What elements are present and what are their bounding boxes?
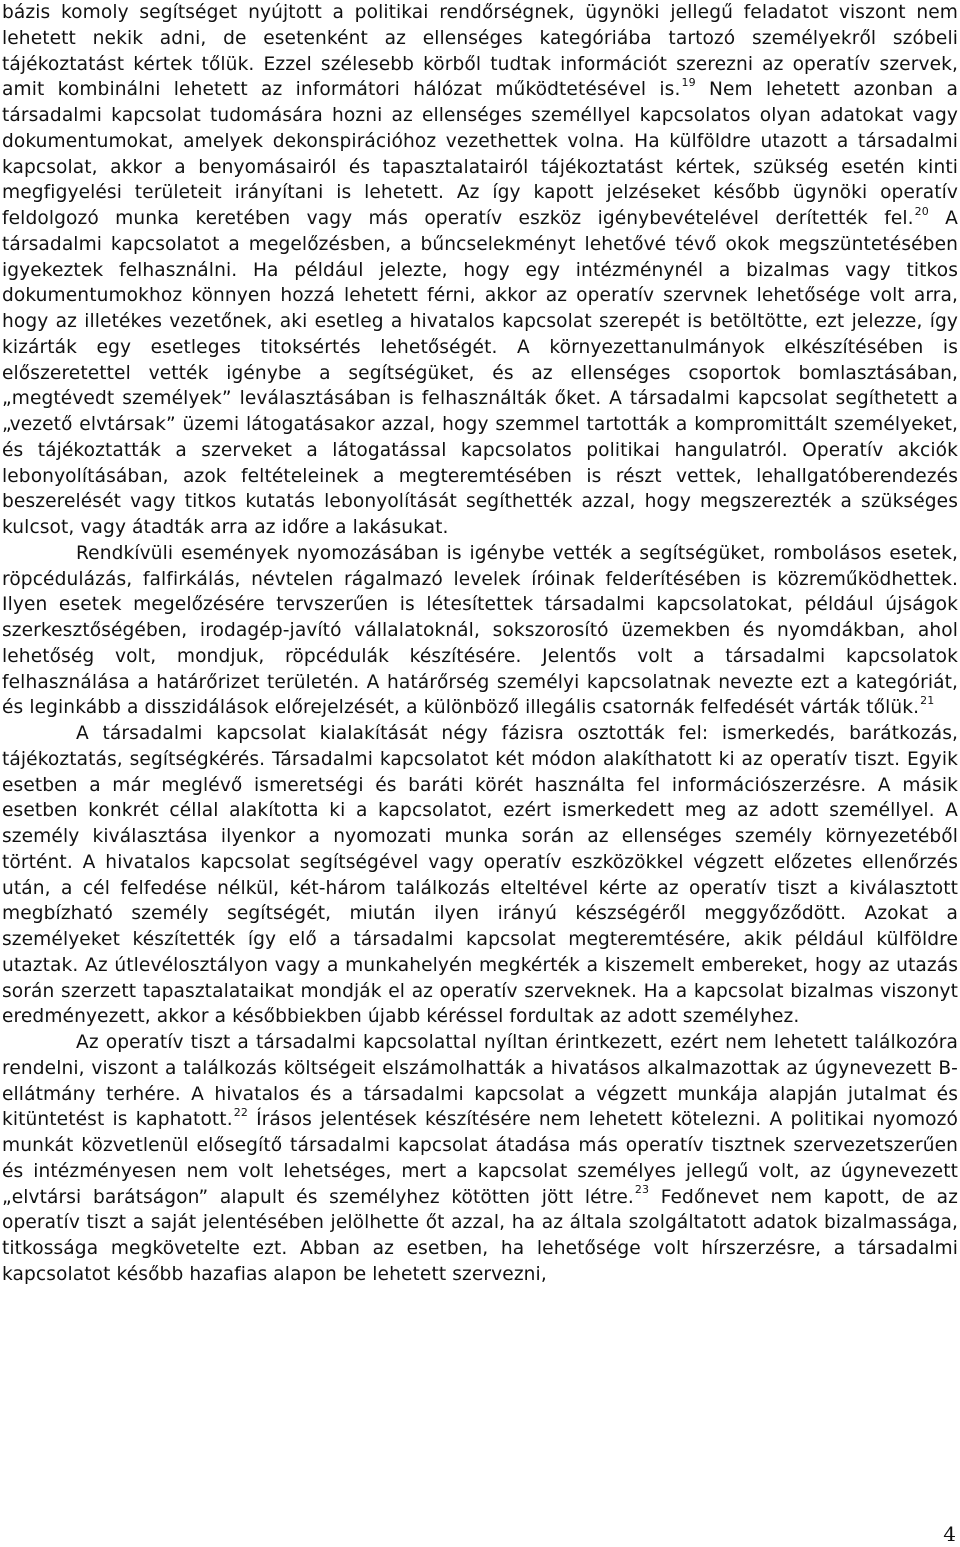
footnote-reference: 19: [681, 76, 696, 90]
footnote-reference: 22: [233, 1106, 248, 1120]
paragraph-text: bázis komoly segítséget nyújtott a politikai rendőrségnek, ügynöki jellegű feladatot viszont nem lehetett nekik adni, de esetenként az ellenséges kategóriába tartozó személyekről szóbeli tájékoztatást kértek tőlük. Ezzel szélesebb körből tudtak információt szerezni az operatív szervek, amit kombinálni lehetett az informátori hálózat működtetésével is.: [2, 2, 958, 101]
paragraph: [2, 541, 958, 721]
paragraph-text: Az operatív tiszt a társadalmi kapcsolattal nyíltan érintkezett, ezért nem lehetett találkozóra rendelni, viszont a találkozás költségeit elszámolhatták a hivatásos alkalmazottak az úgynevezett B-ellátmány terhére. A hivatalos és a társadalmi kapcsolat a végzett munkája alapján jutalmat és kitüntetést is kaphatott.: [2, 1032, 958, 1131]
paragraph-text: Rendkívüli események nyomozásában is igénybe vették a segítségüket, rombolásos esetek, röpcédulázás, falfirkálás, névtelen rágalmazó levelek íróinak felderítésében is közreműködhettek. Ilyen esetek megelőzésére tervszerűen is létesítettek társadalmi kapcsolatokat, például újságok szerkesztőségében, irodagép-javító vállalatoknál, sokszorosító üzemekben és nyomdákban, ahol lehetőség volt, mondjuk, röpcédulák készítésére. Jelentős volt a társadalmi kapcsolatok felhasználása a határőrizet területén. A határőrség személyi kapcsolatnak nevezte ezt a kategóriát, és leginkább a disszidálások előrejelzését, a különböző illegális csatornák felfedését várták tőlük.: [2, 542, 958, 719]
paragraph-text: Nem lehetett azonban a társadalmi kapcsolat tudomására hozni az ellenséges személlyel kapcsolatos olyan adatokat vagy dokumentumokat, amelyek dekonspirációhoz vezethettek volna. Ha külföldre utazott a társadalmi kapcsolat, akkor a benyomásairól és tapasztalatairól tájékoztatást kértek, szükség esetén kinti megfigyelési területeit irányítani is lehetett. Az így kapott jelzéseket később ügynöki operatív feldolgozó munka keretében vagy más operatív eszköz igénybevételével derítették fel.: [2, 79, 958, 229]
page-number: 4: [943, 1522, 956, 1546]
paragraph: [2, 721, 958, 1030]
paragraph: [2, 1030, 958, 1288]
paragraph: [2, 0, 958, 541]
footnote-reference: 23: [634, 1183, 650, 1197]
paragraph-text: Fedőnevet nem kapott, de az operatív tiszt a saját jelentésében jelölhette őt azzal, ha az általa szolgáltatott adatok bizalmassága, titkossága megkövetelte ezt. Abban az esetben, ha lehetősége volt hírszerzésre, a társadalmi kapcsolatot később hazafias alapon be lehetett szervezni,: [2, 1186, 959, 1285]
paragraph-text: A társadalmi kapcsolat kialakítását négy fázisra osztották fel: ismerkedés, barátkozás, tájékoztatás, segítségkérés. Társadalmi kapcsolatot két módon alakíthatott ki az operatív tiszt. Egyik esetben a már meglévő ismeretségi és baráti körét használta fel információszerzésre. A másik esetben konkrét céllal alakította ki a kapcsolatot, ezért ismerkedett meg az adott személlyel. A személy kiválasztása ilyenkor a nyomozati munka során az ellenséges személy környezetéből történt. A hivatalos kapcsolat segítségével vagy operatív eszközökkel végzett előzetes ellenőrzés után, a cél felfedése nélkül, két-három találkozás elteltével kérte az operatív tiszt a kiválasztott megbízható személy segítségét, miután ilyen irányú készségéről meggyőződött. Azokat a személyeket készítették így elő a társadalmi kapcsolat megteremtésére, akik például külföldre utaztak. Az útlevélosztályon vagy a munkahelyén megkérték a kiszemelt embereket, hogy az utazás során szerzett tapasztalataikat mondják el az operatív szerveknek. Ha a kapcsolat bizalmas viszonyt eredményezett, akkor a későbbiekben újabb kéréssel fordultak az adott személyhez.: [2, 723, 958, 1028]
footnote-reference: 20: [914, 204, 929, 218]
footnote-reference: 21: [920, 694, 935, 708]
paragraph-text: A társadalmi kapcsolatot a megelőzésben, a bűncselekményt lehetővé tévő okok megszüntetésében igyekeztek felhasználni. Ha például jelezte, hogy egy intézménynél a bizalmas vagy titkos dokumentumokhoz könnyen hozzá lehetett férni, akkor az operatív szervnek lehetősége volt arra, hogy az illetékes vezetőnek, aki esetleg a hivatalos kapcsolat szerepét is betöltötte, ezt jelezze, így kizárták egy esetleges titoksértés lehetőségét. A környezettanulmányok elkészítésében is előszeretettel vették igénybe a segítségüket, és az ellenséges csoportok bomlasztásában, „megtévedt személyek” leválasztásában is felhasználták őket. A társadalmi kapcsolat segíthetett a „vezető elvtársak” üzemi látogatásakor azzal, hogy szemmel tartották a kompromittált személyeket, és tájékoztatták a szerveket a látogatással kapcsolatos politikai hangulatról. Operatív akciók lebonyolításában, azok feltételeinek a megteremtésében is részt vettek, lehallgatóberendezés beszerelését vagy titkos kutatás lebonyolítását segíthették azzal, hogy megszerezték a szükséges kulcsot, vagy átadták arra az időre a lakásukat.: [2, 208, 958, 538]
paragraph-text: Írásos jelentések készítésére nem lehetett kötelezni. A politikai nyomozó munkát közvetlenül elősegítő társadalmi kapcsolat átadása más operatív tisztnek szervezetszerűen és intézményesen nem volt lehetséges, mert a kapcsolat személyes jellegű volt, az úgynevezett „elvtársi barátságon” alapult és személyhez kötötten jött létre.: [2, 1109, 958, 1208]
